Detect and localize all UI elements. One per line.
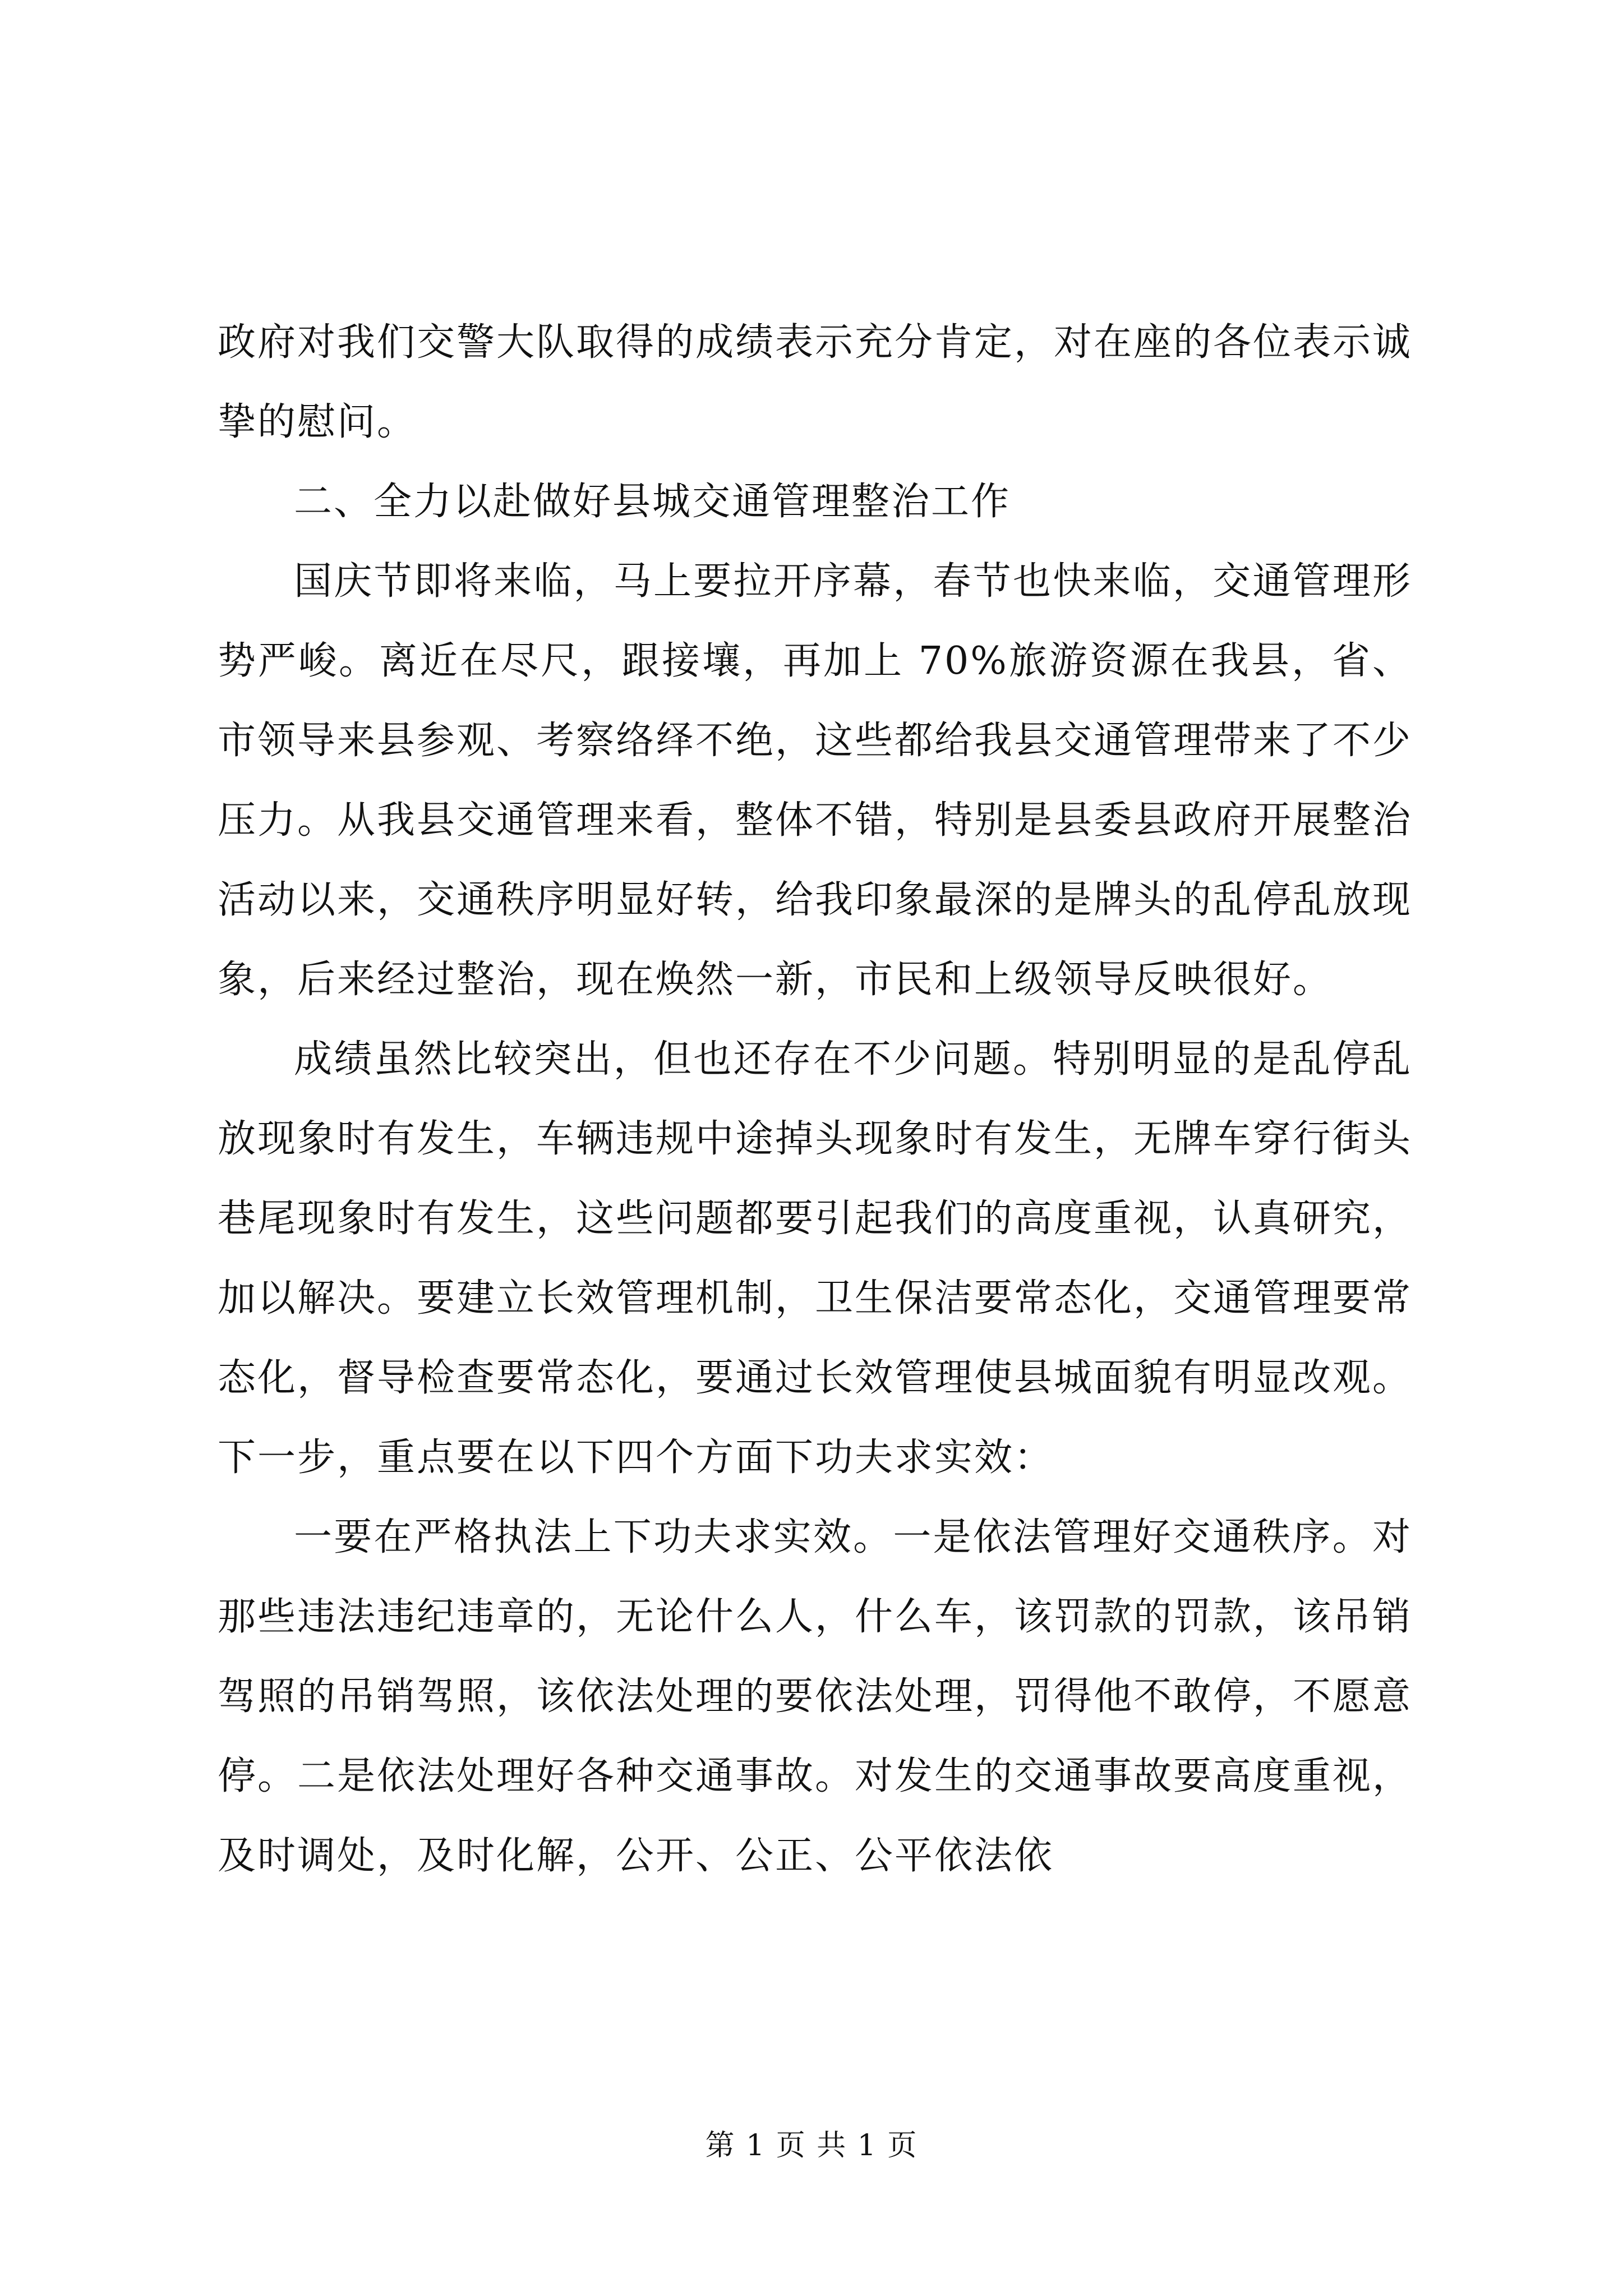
page-number-footer: 第 1 页 共 1 页 — [705, 2129, 918, 2162]
paragraph-continuation: 政府对我们交警大队取得的成绩表示充分肯定，对在座的各位表示诚挚的慰问。 — [218, 320, 1413, 444]
paragraph-problems: 成绩虽然比较突出，但也还存在不少问题。特别明显的是乱停乱放现象时有发生，车辆违规中途掉头现象时有发生，无牌车穿行街头巷尾现象时有发生，这些问题都要引起我们的高度重视，认真研究，加以解决。要建立长效管理机制，卫生保洁要常态化，交通管理要常态化，督导检查要常态化，要通过长效管理使县城面貌有明显改观。下一步，重点要在以下四个方面下功夫求实效： — [218, 1037, 1413, 1480]
paragraph-enforcement: 一要在严格执法上下功夫求实效。一是依法管理好交通秩序。对那些违法违纪违章的，无论什么人，什么车，该罚款的罚款，该吊销驾照的吊销驾照，该依法处理的要依法处理，罚得他不敢停，不愿意停。二是依法处理好各种交通事故。对发生的交通事故要高度重视，及时调处，及时化解，公开、公正、公平依法依 — [218, 1515, 1413, 1878]
paragraph-traffic-situation: 国庆节即将来临，马上要拉开序幕，春节也快来临，交通管理形势严峻。离近在尽尺，跟接壤，再加上 70%旅游资源在我县，省、市领导来县参观、考察络绎不绝，这些都给我县交通管理带来了不少压力。从我县交通管理来看，整体不错，特别是县委县政府开展整治活动以来，交通秩序明显好转，给我印象最深的是牌头的乱停乱放现象，后来经过整治，现在焕然一新，市民和上级领导反映很好。 — [218, 559, 1413, 1002]
document-body — [218, 303, 1412, 1896]
section-heading: 二、全力以赴做好县城交通管理整治工作 — [294, 480, 1011, 524]
